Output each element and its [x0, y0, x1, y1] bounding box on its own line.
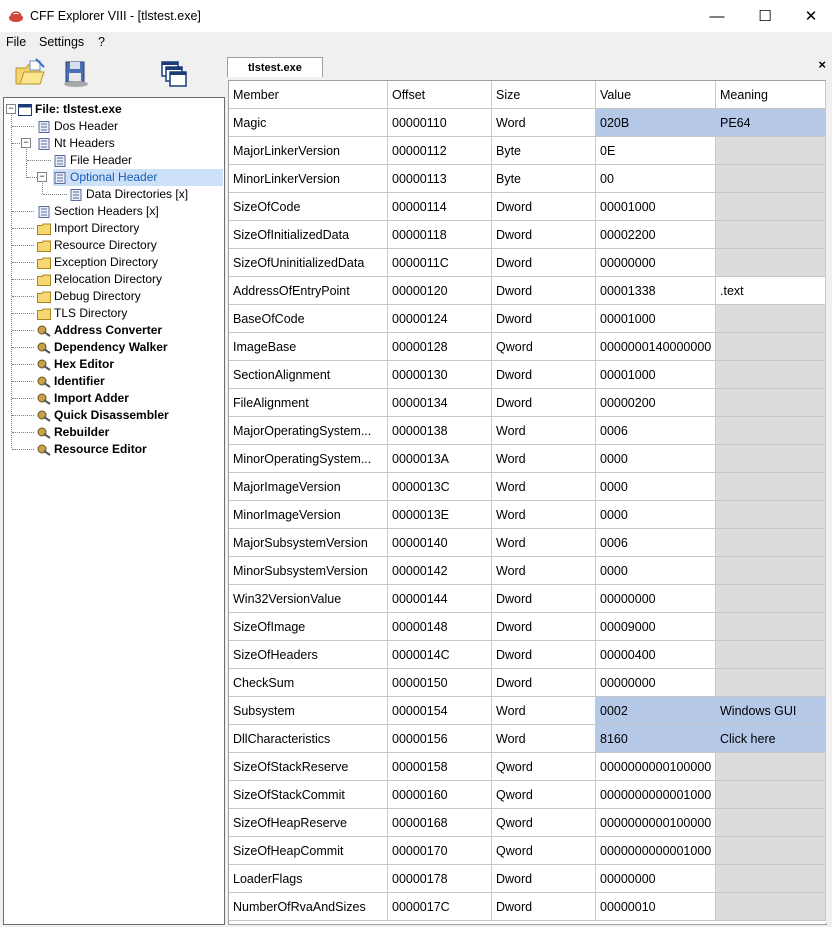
cell-value[interactable]: 00000400 [596, 641, 716, 669]
cell-offset: 00000138 [388, 417, 492, 445]
cell-meaning [716, 837, 826, 865]
optional-header-collapse-toggle[interactable]: − [37, 172, 47, 182]
cell-size: Dword [492, 249, 596, 277]
cell-size: Dword [492, 389, 596, 417]
cell-value[interactable]: 020B [596, 109, 716, 137]
table-row[interactable] [229, 501, 826, 529]
cell-size: Dword [492, 305, 596, 333]
cell-offset: 00000113 [388, 165, 492, 193]
cell-member: CheckSum [229, 669, 388, 697]
cell-value[interactable]: 0000000000001000 [596, 781, 716, 809]
cell-meaning [716, 557, 826, 585]
cell-meaning [716, 417, 826, 445]
cell-offset: 00000124 [388, 305, 492, 333]
nt-headers-collapse-toggle[interactable]: − [21, 138, 31, 148]
tool-icon [37, 376, 51, 388]
cell-size: Byte [492, 165, 596, 193]
cell-offset: 00000128 [388, 333, 492, 361]
cell-member: AddressOfEntryPoint [229, 277, 388, 305]
table-row[interactable] [229, 137, 826, 165]
column-header-member[interactable]: Member [229, 81, 388, 109]
table-row[interactable] [229, 781, 826, 809]
toolbar [0, 54, 225, 94]
tree-item-dependency-walker[interactable]: Dependency Walker [37, 339, 168, 356]
cell-offset: 00000110 [388, 109, 492, 137]
optional-header-table [228, 80, 827, 925]
tree-item-data-directories[interactable]: Data Directories [x] [69, 186, 188, 203]
cell-member: SizeOfHeapReserve [229, 809, 388, 837]
menu-settings[interactable]: Settings [39, 35, 85, 49]
cell-member: MinorOperatingSystem... [229, 445, 388, 473]
cell-size: Word [492, 557, 596, 585]
cell-meaning [716, 137, 826, 165]
cell-size: Dword [492, 277, 596, 305]
table-row[interactable] [229, 277, 826, 305]
table-row[interactable] [229, 585, 826, 613]
cell-meaning [716, 361, 826, 389]
cell-value[interactable]: 0E [596, 137, 716, 165]
cell-value[interactable]: 00002200 [596, 221, 716, 249]
cell-member: ImageBase [229, 333, 388, 361]
table-row[interactable] [229, 389, 826, 417]
cell-member: Win32VersionValue [229, 585, 388, 613]
cell-value[interactable]: 00001000 [596, 193, 716, 221]
cell-size: Word [492, 697, 596, 725]
window-file-icon [18, 104, 32, 116]
cell-member: DllCharacteristics [229, 725, 388, 753]
cell-size: Dword [492, 893, 596, 921]
table-header-row [229, 81, 826, 109]
table-row[interactable] [229, 333, 826, 361]
cell-offset: 00000142 [388, 557, 492, 585]
cell-value[interactable]: 00009000 [596, 613, 716, 641]
cell-offset: 00000118 [388, 221, 492, 249]
tree-item-import-directory[interactable]: Import Directory [37, 220, 139, 237]
cell-offset: 00000130 [388, 361, 492, 389]
cell-meaning [716, 893, 826, 921]
tree-item-section-headers[interactable]: Section Headers [x] [37, 203, 159, 220]
cell-size: Word [492, 417, 596, 445]
cell-size: Dword [492, 585, 596, 613]
folder-icon [37, 274, 51, 286]
app-logo-icon [8, 9, 24, 23]
column-header-offset[interactable]: Offset [388, 81, 492, 109]
cell-member: FileAlignment [229, 389, 388, 417]
tab-strip [225, 55, 832, 77]
table-row[interactable] [229, 361, 826, 389]
cell-offset: 00000158 [388, 753, 492, 781]
cell-meaning[interactable]: Click here [716, 725, 826, 753]
cell-size: Dword [492, 193, 596, 221]
table-row[interactable] [229, 445, 826, 473]
cell-meaning [716, 669, 826, 697]
cell-offset: 0000013A [388, 445, 492, 473]
cell-value[interactable]: 00000000 [596, 585, 716, 613]
cell-member: SectionAlignment [229, 361, 388, 389]
cell-value[interactable]: 0000000000100000 [596, 753, 716, 781]
cell-member: LoaderFlags [229, 865, 388, 893]
cell-size: Dword [492, 669, 596, 697]
cell-offset: 00000170 [388, 837, 492, 865]
cell-meaning [716, 193, 826, 221]
folder-icon [37, 257, 51, 269]
cell-value[interactable]: 0000 [596, 557, 716, 585]
save-disk-icon[interactable] [60, 58, 92, 88]
tool-icon [37, 393, 51, 405]
cell-size: Dword [492, 641, 596, 669]
cell-meaning[interactable]: PE64 [716, 109, 826, 137]
cell-value[interactable]: 0006 [596, 529, 716, 557]
cell-meaning [716, 501, 826, 529]
cell-member: SizeOfCode [229, 193, 388, 221]
cell-value[interactable]: 00000010 [596, 893, 716, 921]
table-row[interactable] [229, 809, 826, 837]
cell-size: Dword [492, 613, 596, 641]
menu-bar [0, 32, 832, 52]
tree-item-identifier[interactable]: Identifier [37, 373, 105, 390]
cell-offset: 00000114 [388, 193, 492, 221]
cell-member: MajorOperatingSystem... [229, 417, 388, 445]
cell-offset: 00000120 [388, 277, 492, 305]
tree-item-quick-disassembler[interactable]: Quick Disassembler [37, 407, 169, 424]
cell-offset: 00000112 [388, 137, 492, 165]
cell-offset: 00000168 [388, 809, 492, 837]
tool-icon [37, 444, 51, 456]
table-row[interactable] [229, 305, 826, 333]
table-row[interactable] [229, 165, 826, 193]
struct-icon [37, 138, 51, 150]
cell-value[interactable]: 00000200 [596, 389, 716, 417]
column-header-value[interactable]: Value [596, 81, 716, 109]
cell-value[interactable]: 8160 [596, 725, 716, 753]
cell-value[interactable]: 00001338 [596, 277, 716, 305]
cell-offset: 00000154 [388, 697, 492, 725]
cell-meaning [716, 809, 826, 837]
cell-meaning [716, 333, 826, 361]
open-file-icon[interactable] [14, 58, 46, 88]
cell-meaning [716, 445, 826, 473]
cell-member: SizeOfImage [229, 613, 388, 641]
table-row[interactable] [229, 893, 826, 921]
close-button[interactable]: ✕ [804, 8, 818, 25]
cell-size: Qword [492, 781, 596, 809]
cell-meaning [716, 641, 826, 669]
cell-offset: 00000178 [388, 865, 492, 893]
struct-icon [53, 155, 67, 167]
cell-offset: 0000011C [388, 249, 492, 277]
cell-meaning[interactable]: .text [716, 277, 826, 305]
window-title: CFF Explorer VIII - [tlstest.exe] [30, 9, 201, 23]
cell-size: Word [492, 501, 596, 529]
cell-meaning [716, 585, 826, 613]
cell-offset: 00000156 [388, 725, 492, 753]
table-row[interactable] [229, 529, 826, 557]
tree-item-dos-header[interactable]: Dos Header [37, 118, 118, 135]
cell-meaning [716, 389, 826, 417]
cell-size: Word [492, 725, 596, 753]
cell-value[interactable]: 0006 [596, 417, 716, 445]
cell-meaning[interactable]: Windows GUI [716, 697, 826, 725]
column-header-meaning[interactable]: Meaning [716, 81, 826, 109]
cell-meaning [716, 865, 826, 893]
struct-icon [37, 206, 51, 218]
cell-member: MinorLinkerVersion [229, 165, 388, 193]
cell-value[interactable]: 0000000000100000 [596, 809, 716, 837]
menu-help[interactable]: ? [98, 35, 105, 49]
table-row[interactable] [229, 725, 826, 753]
cell-offset: 00000150 [388, 669, 492, 697]
cell-offset: 00000140 [388, 529, 492, 557]
table-row[interactable] [229, 557, 826, 585]
minimize-button[interactable]: — [709, 7, 725, 25]
cell-offset: 0000017C [388, 893, 492, 921]
tree-item-hex-editor[interactable]: Hex Editor [37, 356, 114, 373]
cell-value[interactable]: 0000 [596, 473, 716, 501]
cell-member: MajorSubsystemVersion [229, 529, 388, 557]
cell-size: Word [492, 473, 596, 501]
cell-member: SizeOfStackReserve [229, 753, 388, 781]
tree-item-file-header[interactable]: File Header [53, 152, 132, 169]
tree-item-relocation-directory[interactable]: Relocation Directory [37, 271, 162, 288]
tree-item-exception-directory[interactable]: Exception Directory [37, 254, 158, 271]
title-bar [0, 0, 832, 32]
tree-item-resource-directory[interactable]: Resource Directory [37, 237, 157, 254]
table-row[interactable] [229, 193, 826, 221]
cell-member: SizeOfStackCommit [229, 781, 388, 809]
folder-icon [37, 240, 51, 252]
cell-meaning [716, 529, 826, 557]
cell-member: MinorImageVersion [229, 501, 388, 529]
table-row[interactable] [229, 613, 826, 641]
tree-item-tls-directory[interactable]: TLS Directory [37, 305, 127, 322]
table-row[interactable] [229, 249, 826, 277]
table-row[interactable] [229, 753, 826, 781]
tree-item-rebuilder[interactable]: Rebuilder [37, 424, 109, 441]
cell-member: Magic [229, 109, 388, 137]
struct-icon [69, 189, 83, 201]
cell-value[interactable]: 00 [596, 165, 716, 193]
cell-size: Qword [492, 837, 596, 865]
tool-icon [37, 410, 51, 422]
cell-member: SizeOfHeaders [229, 641, 388, 669]
table-row[interactable] [229, 473, 826, 501]
tool-icon [37, 342, 51, 354]
cell-size: Word [492, 445, 596, 473]
table-row[interactable] [229, 865, 826, 893]
cell-offset: 00000134 [388, 389, 492, 417]
maximize-button[interactable]: ☐ [758, 8, 772, 25]
cell-size: Qword [492, 753, 596, 781]
tab-tlstest-exe[interactable]: tlstest.exe [227, 57, 323, 77]
struct-icon [53, 172, 67, 184]
cell-meaning [716, 165, 826, 193]
folder-icon [37, 223, 51, 235]
cell-offset: 0000014C [388, 641, 492, 669]
cell-meaning [716, 753, 826, 781]
tree-item-debug-directory[interactable]: Debug Directory [37, 288, 141, 305]
cell-size: Word [492, 529, 596, 557]
cell-value[interactable]: 00001000 [596, 361, 716, 389]
cell-offset: 0000013C [388, 473, 492, 501]
tool-icon [37, 359, 51, 371]
table-row[interactable] [229, 641, 826, 669]
cell-member: MajorImageVersion [229, 473, 388, 501]
cell-member: MinorSubsystemVersion [229, 557, 388, 585]
tree-item-import-adder[interactable]: Import Adder [37, 390, 129, 407]
close-tab-icon[interactable]: × [818, 57, 826, 72]
folder-icon [37, 291, 51, 303]
cell-size: Byte [492, 137, 596, 165]
tool-icon [37, 427, 51, 439]
cell-meaning [716, 473, 826, 501]
cell-member: SizeOfHeapCommit [229, 837, 388, 865]
cell-member: MajorLinkerVersion [229, 137, 388, 165]
tree-item-optional-header[interactable]: Optional Header [53, 169, 223, 186]
cell-meaning [716, 781, 826, 809]
table-row[interactable] [229, 837, 826, 865]
struct-icon [37, 121, 51, 133]
cell-value[interactable]: 00000000 [596, 865, 716, 893]
cell-meaning [716, 613, 826, 641]
cell-member: BaseOfCode [229, 305, 388, 333]
cell-size: Qword [492, 809, 596, 837]
cell-offset: 0000013E [388, 501, 492, 529]
tree-item-resource-editor[interactable]: Resource Editor [37, 441, 147, 458]
cell-size: Qword [492, 333, 596, 361]
table-row[interactable] [229, 109, 826, 137]
cell-member: Subsystem [229, 697, 388, 725]
cell-offset: 00000144 [388, 585, 492, 613]
table-row[interactable] [229, 669, 826, 697]
table-row[interactable] [229, 417, 826, 445]
tree-item-address-converter[interactable]: Address Converter [37, 322, 162, 339]
cell-meaning [716, 249, 826, 277]
cell-value[interactable]: 0000 [596, 501, 716, 529]
windows-icon[interactable] [158, 58, 190, 90]
menu-file[interactable]: File [6, 35, 27, 49]
cell-offset: 00000148 [388, 613, 492, 641]
cell-value[interactable]: 0002 [596, 697, 716, 725]
cell-member: NumberOfRvaAndSizes [229, 893, 388, 921]
cell-member: SizeOfInitializedData [229, 221, 388, 249]
cell-value[interactable]: 0000000140000000 [596, 333, 716, 361]
cell-value[interactable]: 0000000000001000 [596, 837, 716, 865]
cell-member: SizeOfUninitializedData [229, 249, 388, 277]
tool-icon [37, 325, 51, 337]
cell-size: Dword [492, 361, 596, 389]
cell-offset: 00000160 [388, 781, 492, 809]
column-header-size[interactable]: Size [492, 81, 596, 109]
cell-meaning [716, 221, 826, 249]
file-tree [3, 97, 225, 925]
table-row[interactable] [229, 221, 826, 249]
folder-icon [37, 308, 51, 320]
cell-value[interactable]: 00000000 [596, 669, 716, 697]
cell-value[interactable]: 00001000 [596, 305, 716, 333]
tree-item-nt-headers[interactable]: Nt Headers [37, 135, 115, 152]
cell-size: Word [492, 109, 596, 137]
cell-size: Dword [492, 221, 596, 249]
cell-meaning [716, 305, 826, 333]
cell-size: Dword [492, 865, 596, 893]
table-row[interactable] [229, 697, 826, 725]
cell-value[interactable]: 00000000 [596, 249, 716, 277]
root-collapse-toggle[interactable]: − [6, 104, 16, 114]
tree-root-file[interactable]: File: tlstest.exe [18, 101, 122, 118]
cell-value[interactable]: 0000 [596, 445, 716, 473]
